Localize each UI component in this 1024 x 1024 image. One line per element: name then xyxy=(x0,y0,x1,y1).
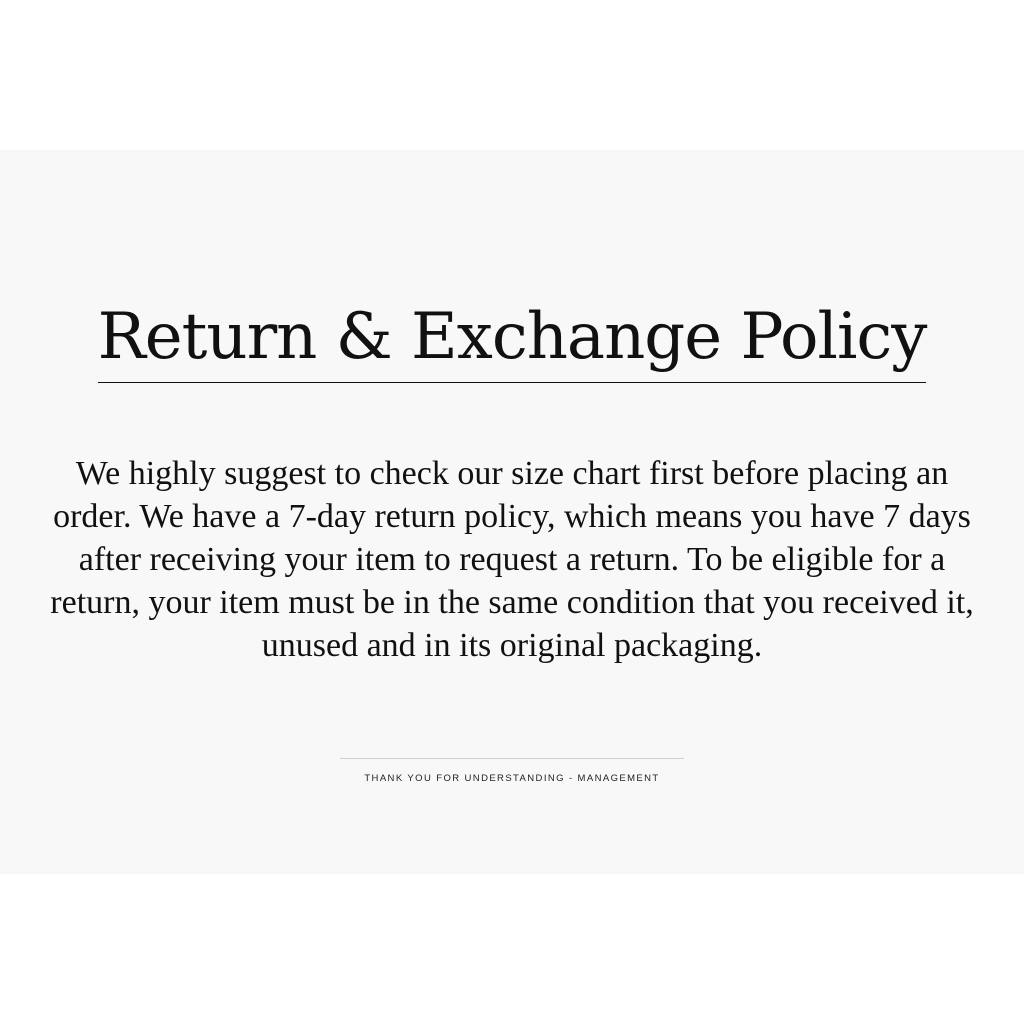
policy-body: We highly suggest to check our size chart first before placing an order. We have a 7-day return policy, which means you have 7 days after receiving your item to request a return. To be eligible for a return, your item must be in the same condition that you received it, unused and in its original packaging. xyxy=(50,455,974,664)
signoff-text: THANK YOU FOR UNDERSTANDING - MANAGEMENT xyxy=(364,773,660,784)
divider-line xyxy=(340,758,684,759)
policy-title: Return & Exchange Policy xyxy=(98,292,927,383)
title-container xyxy=(0,292,1024,383)
